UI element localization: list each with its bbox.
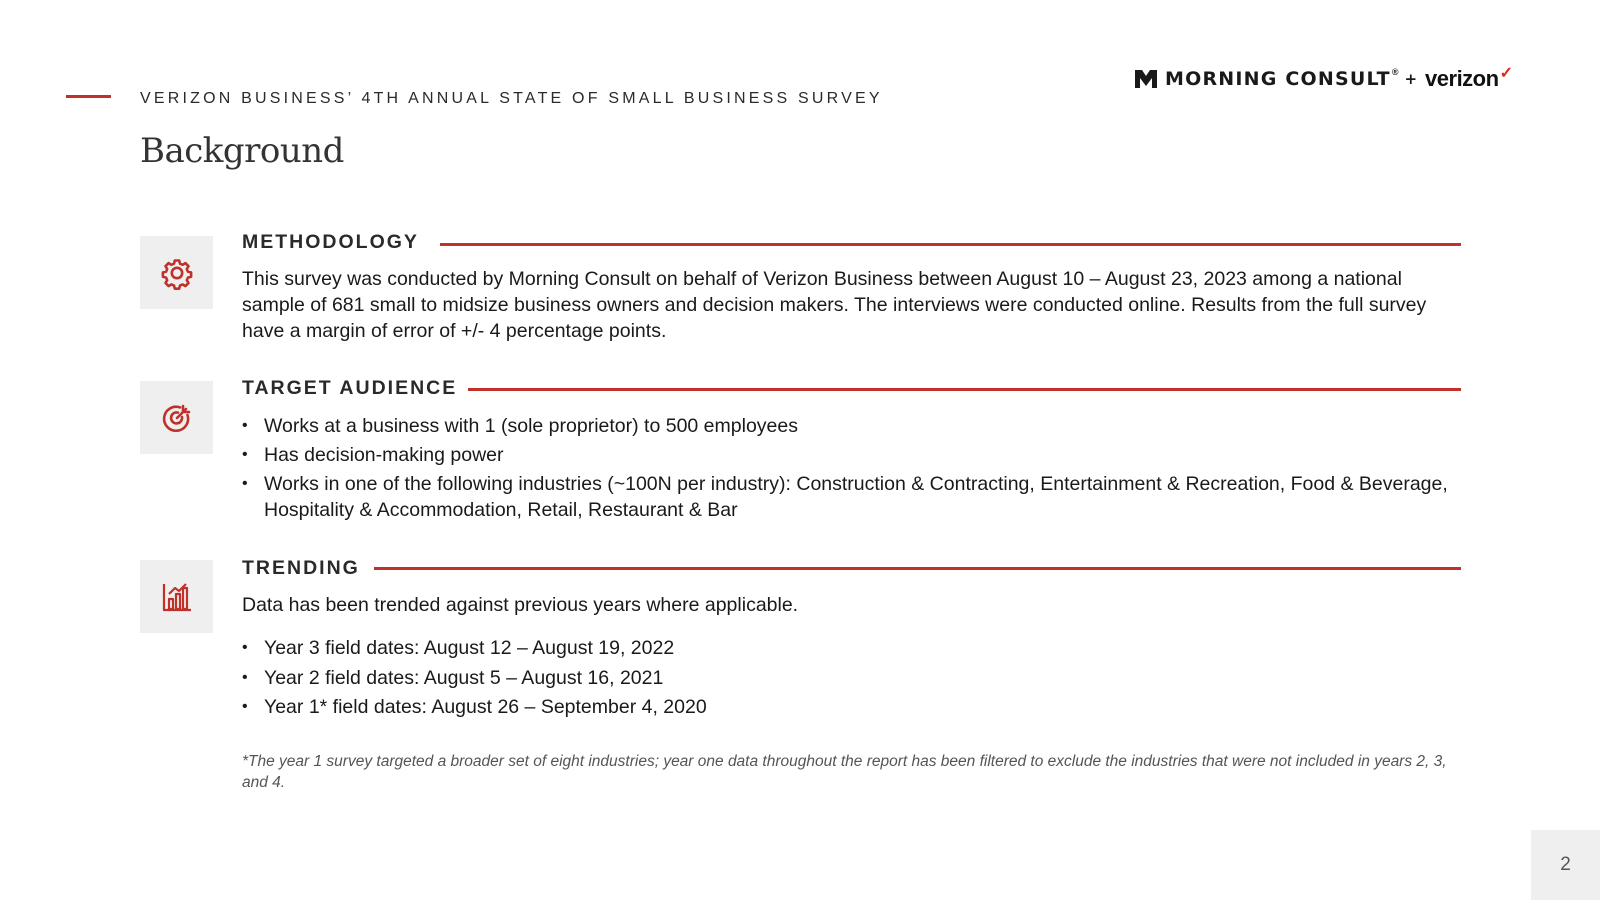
morning-consult-logo-icon <box>1134 67 1158 91</box>
list-item: • Works at a business with 1 (sole proprietor) to 500 employees <box>242 413 1462 439</box>
trending-intro: Data has been trended against previous years where applicable. <box>242 594 799 616</box>
trending-icon-box <box>140 560 213 633</box>
gear-icon <box>160 256 194 290</box>
page-title: Background <box>140 131 344 171</box>
trending-divider <box>374 567 1461 570</box>
list-item: • Works in one of the following industries (~100N per industry): Construction & Contracting, Entertainment & Recreation, Food & Beverage, Hospitality & Accommodation, Retail, Restaurant & Bar <box>242 471 1462 523</box>
target-audience-icon-box <box>140 381 213 454</box>
methodology-body: This survey was conducted by Morning Consult on behalf of Verizon Business between August 10 – August 23, 2023 among a national sample of 681 small to midsize business owners and decision makers. The interviews were conducted online. Results from the full survey have a margin of error of +/- 4 percentage points. <box>242 268 1427 342</box>
survey-eyebrow: VERIZON BUSINESS’ 4TH ANNUAL STATE OF SMALL BUSINESS SURVEY <box>140 90 883 107</box>
morning-consult-wordmark: MORNING CONSULT <box>1165 68 1391 90</box>
verizon-check-icon: ✓ <box>1499 65 1513 82</box>
list-item: • Has decision-making power <box>242 442 1462 468</box>
trending-footnote: *The year 1 survey targeted a broader set of eight industries; year one data throughout the report has been filtered to exclude the industries that were not included in years 2, 3, and 4. <box>242 753 1447 791</box>
target-audience-list <box>242 413 1462 523</box>
list-item: • Year 3 field dates: August 12 – August 19, 2022 <box>242 635 1462 661</box>
target-audience-divider <box>468 388 1461 391</box>
header-accent-bar <box>66 95 111 98</box>
trending-heading: TRENDING <box>242 557 360 579</box>
logo-plus: + <box>1404 70 1418 88</box>
methodology-icon-box <box>140 236 213 309</box>
target-icon <box>160 401 194 435</box>
bar-chart-icon <box>160 580 194 614</box>
registered-mark: ® <box>1391 67 1399 77</box>
target-audience-heading: TARGET AUDIENCE <box>242 377 458 399</box>
verizon-wordmark: verizon <box>1425 66 1499 91</box>
methodology-heading: METHODOLOGY <box>242 231 419 253</box>
list-item: • Year 1* field dates: August 26 – September 4, 2020 <box>242 694 1462 720</box>
page-number: 2 <box>1531 830 1600 900</box>
list-item: • Year 2 field dates: August 5 – August 16, 2021 <box>242 665 1462 691</box>
partner-logo <box>1134 66 1513 92</box>
methodology-divider <box>440 243 1461 246</box>
trending-list <box>242 635 1462 720</box>
